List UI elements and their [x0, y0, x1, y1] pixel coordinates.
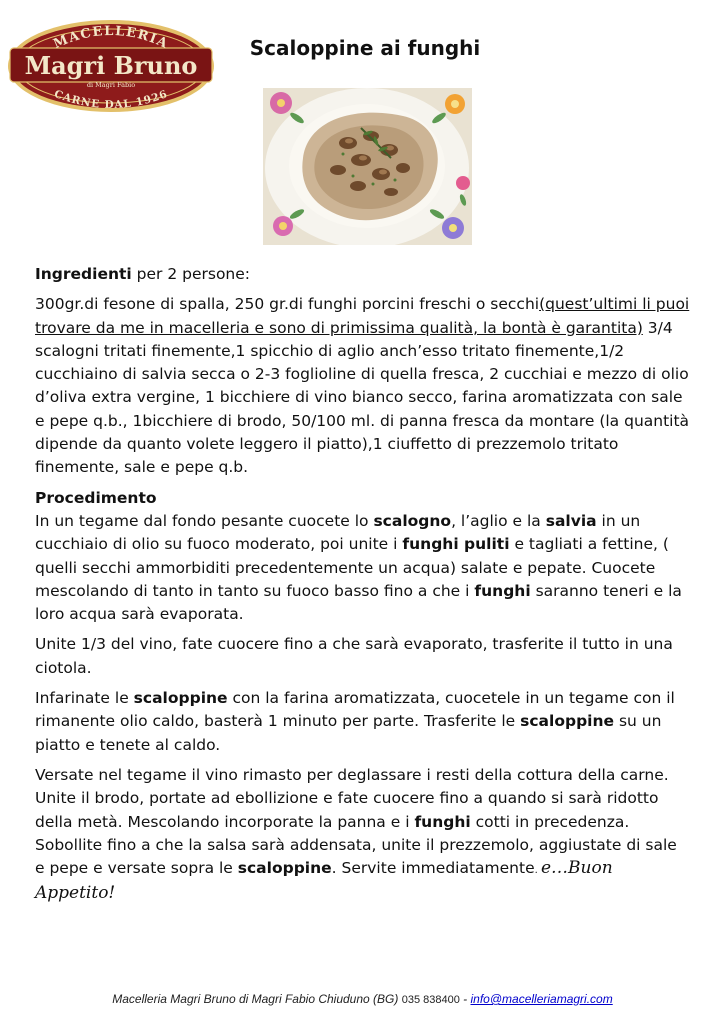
- text-run: .: [534, 865, 541, 877]
- signoff: e…Buon Appetito!: [35, 858, 613, 904]
- logo-top-text: MACELLERIA: [51, 23, 171, 53]
- text-run: e tagliati a fettine, ( quelli secchi ammorbiditi precedentemente un acqua) salate e pepate. Cuocete mescolando di tanto in tanto su fuoco basso fino a che i: [35, 535, 669, 600]
- text-run: , l’aglio e la: [451, 511, 546, 530]
- dish-photo: [263, 88, 472, 245]
- text-run: per 2 persone:: [131, 265, 251, 283]
- text-run: con la farina aromatizzata, cuocetele in un tegame con il rimanente olio caldo, basterà 1 minuto per parte. Trasferite le: [35, 689, 675, 731]
- store-note: (quest’ultimi li puoi trovare da me in macelleria e sono di primissima qualità, la bontà è garantita): [35, 295, 690, 337]
- text-run: Infarinate le: [35, 689, 134, 708]
- footer-address: Macelleria Magri Bruno di Magri Fabio Chiuduno (BG): [112, 992, 402, 1006]
- text-run: funghi puliti: [402, 535, 510, 554]
- text-run: scaloppine: [520, 712, 615, 731]
- macelleria-logo: [6, 14, 216, 114]
- text-run: scaloppine: [133, 689, 228, 708]
- text-run: scaloppine: [237, 859, 332, 878]
- procedure-step-2: Unite 1/3 del vino, fate cuocere fino a che sarà evaporato, trasferite il tutto in una ciotola.: [35, 635, 673, 677]
- text-run: salvia: [545, 511, 597, 530]
- footer-email-link[interactable]: info@macelleriamagri.com: [470, 992, 613, 1006]
- footer: [0, 992, 725, 1006]
- ingredients-heading-line: [35, 263, 690, 286]
- procedure-step-4: [35, 764, 690, 906]
- logo-sub: di Magri Fabio: [86, 81, 136, 89]
- page-title: Scaloppine ai funghi: [249, 36, 481, 60]
- text-run: in un cucchiaio di olio su fuoco moderato, poi unite i: [35, 511, 641, 554]
- logo-bottom-text: CARNE DAL 1926: [52, 87, 170, 112]
- logo-name: Magri Bruno: [24, 51, 198, 80]
- text-run: funghi: [414, 812, 471, 831]
- text-run: Versate nel tegame il vino rimasto per deglassare i resti della cottura della carne. Unite il brodo, portate ad ebollizione e fate cuocere fino a quando si sarà ridotto della metà. Mescolando incorporate la panna e i: [35, 765, 669, 831]
- text-run: scalogno: [373, 511, 452, 530]
- procedure-step-3: [35, 687, 690, 757]
- text-run: 3/4 scalogni tritati finemente,1 spicchio di aglio anch’esso tritato finemente,1/2 cucchiaino di salvia secca o 2-3 foglioline di quella fresca, 2 cucchiai e mezzo di olio d’oliva extra vergine, 1 bicchiere di vino bianco secco, farina aromatizzata con sale e pepe q.b., 1bicchiere di brodo, 50/100 ml. di panna fresca da montare (la quantità dipende da quanto volete leggero il piatto),1 ciuffetto di prezzemolo tritato finemente, sale e pepe q.b.: [35, 318, 690, 477]
- procedure-heading: Procedimento: [35, 488, 157, 507]
- text-run: su un piatto e tenete al caldo.: [35, 712, 662, 754]
- text-run: saranno teneri e la loro acqua sarà evaporata.: [35, 581, 682, 624]
- ingredients-list: [35, 293, 690, 479]
- text-run: -: [459, 992, 471, 1006]
- recipe-content: [35, 263, 690, 913]
- text-run: . Servite immediatamente: [331, 859, 535, 878]
- text-run: cotti in precedenza. Sobollite fino a che la salsa sarà addensata, unite il prezzemolo, aggiustate di sale e pepe e versate sopra le: [35, 812, 677, 878]
- ingredients-heading: Ingredienti: [35, 265, 132, 283]
- text-run: 300gr.di fesone di spalla, 250 gr.di funghi porcini freschi o secchi: [35, 295, 540, 314]
- text-run: funghi: [474, 581, 531, 600]
- footer-phone: 035 838400: [401, 994, 460, 1006]
- text-run: In un tegame dal fondo pesante cuocete lo: [35, 511, 374, 530]
- procedure-step-1: [35, 487, 690, 627]
